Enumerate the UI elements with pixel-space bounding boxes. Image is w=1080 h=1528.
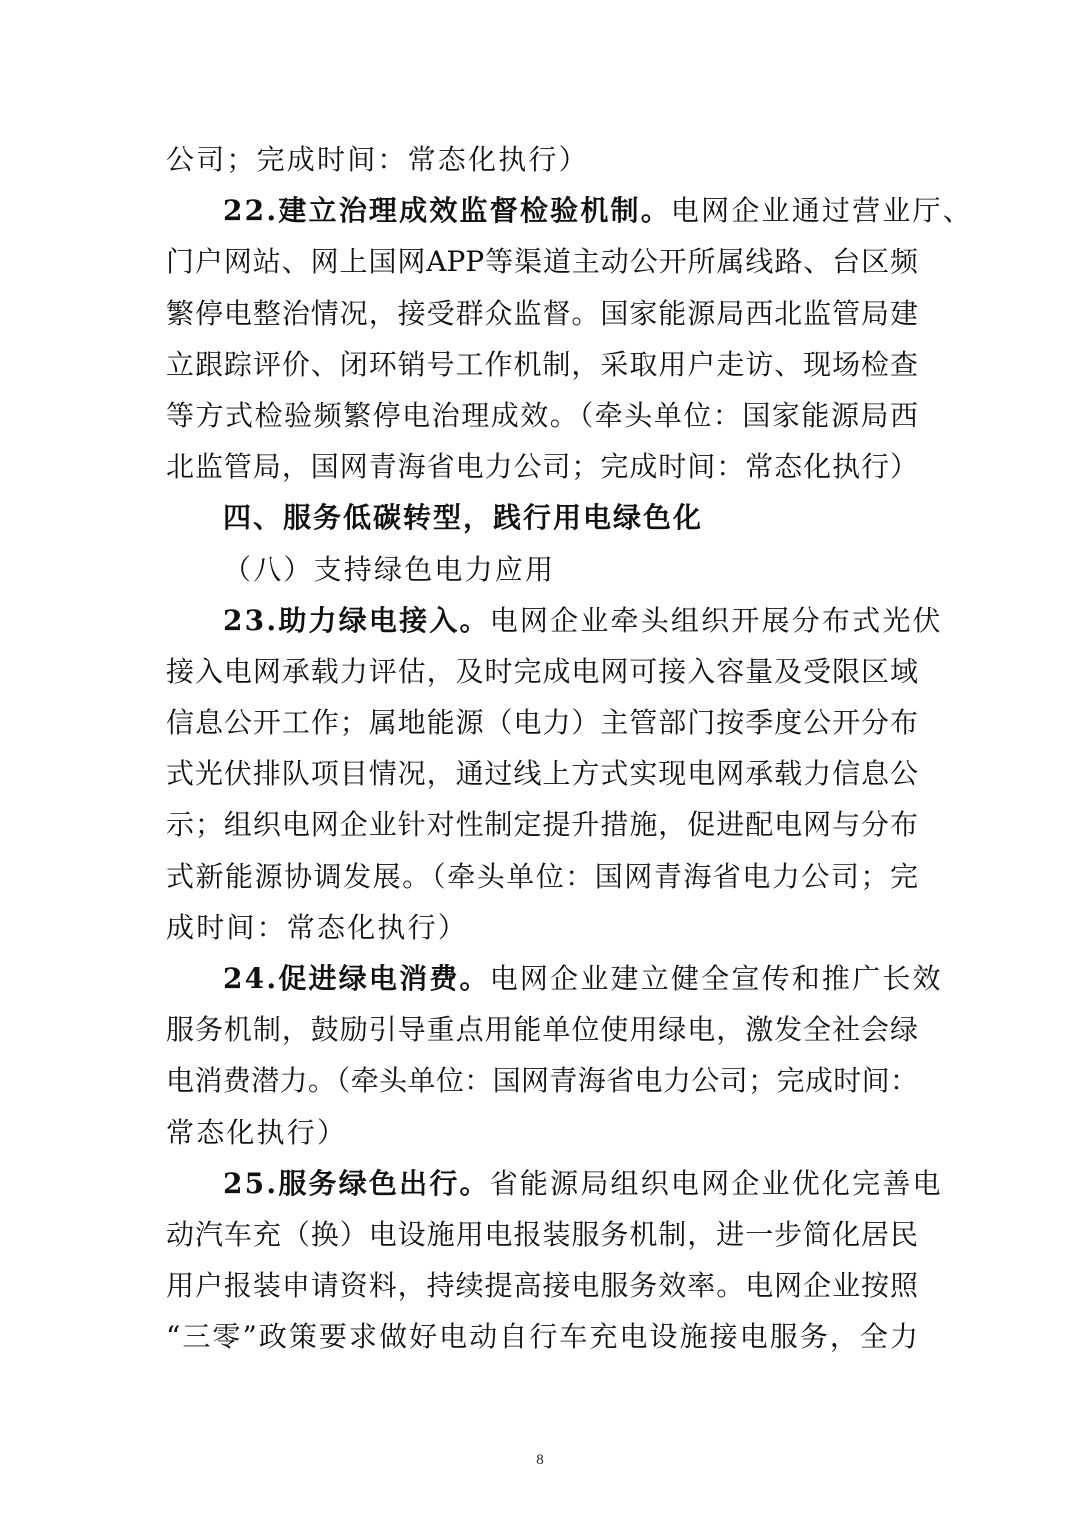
text-line: 等方式检验频繁停电治理成效。（牵头单位：国家能源局西 (166, 398, 918, 432)
text-line: 门户网站、网上国网APP等渠道主动公开所属线路、台区频 (166, 245, 918, 279)
paragraph-23-start (166, 595, 943, 646)
text-line: 接入电网承载力评估，及时完成电网可接入容量及受限区域 (166, 654, 918, 688)
text-line: 立跟踪评价、闭环销号工作机制，采取用户走访、现场检查 (166, 347, 918, 381)
text-line: 电网企业建立健全宣传和推广长效 (489, 962, 943, 995)
page-number: 8 (536, 1452, 544, 1468)
text-line: 省能源局组织电网企业优化完善电 (489, 1166, 943, 1200)
text-line: 电网企业牵头组织开展分布式光伏 (489, 603, 943, 637)
section-heading: 四、服务低碳转型，践行用电绿色化 (223, 501, 704, 535)
paragraph-25-start (166, 1158, 943, 1209)
text-line: 动汽车充（换）电设施用电报装服务机制，进一步简化居民 (166, 1217, 918, 1251)
item-23-title: 23.助力绿电接入。 (223, 603, 490, 637)
text-line: 公司；完成时间：常态化执行） (166, 143, 589, 176)
text-line: 北监管局，国网青海省电力公司；完成时间：常态化执行） (166, 450, 918, 484)
text-line: 信息公开工作；属地能源（电力）主管部门按季度公开分布 (166, 706, 918, 740)
text-line: 成时间：常态化执行） (166, 910, 469, 944)
text-line: 繁停电整治情况，接受群众监督。国家能源局西北监管局建 (166, 296, 918, 330)
item-25-title: 25.服务绿色出行。 (223, 1166, 490, 1200)
paragraph-22-start (166, 185, 973, 236)
text-line: 式新能源协调发展。（牵头单位：国网青海省电力公司；完 (166, 859, 918, 893)
text-line: 电消费潜力。（牵头单位：国网青海省电力公司；完成时间： (166, 1064, 918, 1098)
subsection-heading: （八）支持绿色电力应用 (223, 552, 556, 586)
text-line: 电网企业通过营业厅、 (670, 194, 973, 228)
text-line: 式光伏排队项目情况，通过线上方式实现电网承载力信息公 (166, 757, 918, 791)
text-line: 用户报装申请资料，持续提高接电服务效率。电网企业按照 (166, 1269, 918, 1303)
document-page (166, 134, 973, 1363)
text-line: 常态化执行） (166, 1115, 348, 1149)
paragraph-24-start (166, 953, 943, 1004)
text-line: 示；组织电网企业针对性制定提升措施，促进配电网与分布 (166, 808, 918, 842)
item-22-title: 22.建立治理成效监督检验机制。 (223, 194, 671, 228)
item-24-title: 24.促进绿电消费。 (223, 962, 490, 995)
text-line: “三零”政策要求做好电动自行车充电设施接电服务，全力 (166, 1320, 918, 1354)
text-line: 服务机制，鼓励引导重点用能单位使用绿电，激发全社会绿 (166, 1013, 918, 1047)
